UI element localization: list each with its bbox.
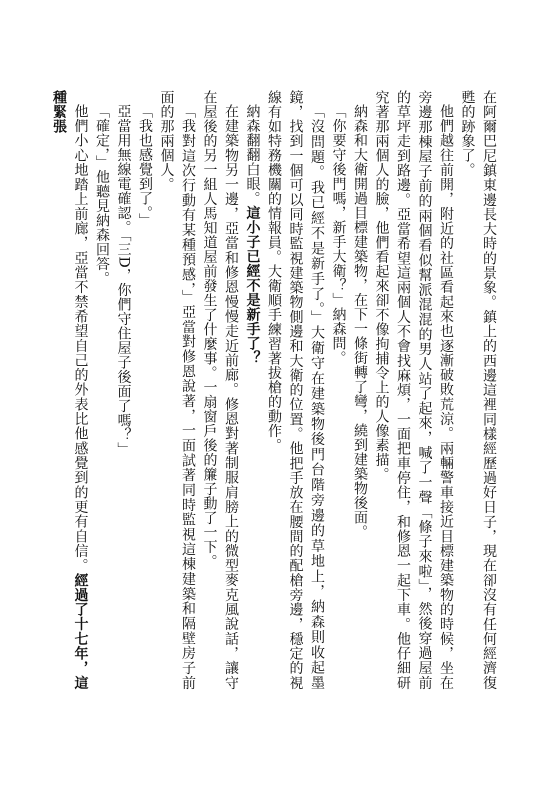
paragraph-1: 在阿爾巴尼鎮東邊長大時的景象。鎮上的西邊這裡同樣經歷過好日子，現在卻沒有任何經濟復甦的跡象了。: [459, 90, 497, 690]
paragraph-12: [48, 90, 91, 690]
paragraph-10: 亞當用無線電確認。「三D，你們守住屋子後面了嗎？」: [115, 104, 132, 457]
paragraph-3: 納森和大衛開過目標建築物，在下一條街轉了彎，繞到建築物後面。: [352, 104, 368, 539]
paragraph-9: 「我也感覺到了。」: [137, 104, 153, 228]
paragraph-4: 「你要守後門嗎，新手大衛？」納森問。: [330, 104, 347, 365]
paragraph-6-emphasis: 這小子已經不是新手了？: [244, 205, 261, 365]
paragraph-2: 他們越往前開，附近的社區看起來也逐漸破敗荒涼。兩輛警車接近目標建築物的時候，坐在旁邊那棟屋子前的兩個看似幫派混混的男人站了起來，喊了一聲「條子來啦」，然後穿過屋前的草坪走到路邊。亞當希望這兩個人不會找麻煩，一面把車停住，和修恩一起下車。他仔細研究著那兩個人的臉，他們看起來卻不像拘捕令上的人像素描。: [373, 90, 454, 690]
paragraph-5: 「沒問題。我已經不是新手了。」大衛守在建築物後門台階旁邊的草地上，納森則收起墨鏡，找到一個可以同時監視建築物側邊和大衛的位置。他把手放在腰間的配槍旁邊，穩定的視線有如特務機關的情報員。大衛順手練習著拔槍的動作。: [266, 90, 325, 690]
body-text: [51, 90, 499, 691]
paragraph-6: [241, 90, 263, 690]
paragraph-11: 「確定，」他聽見納森回答。: [94, 104, 110, 286]
paragraph-12-emphasis: 經過了十七年，這種緊張: [51, 90, 89, 691]
paragraph-7: 在建築物另一邊，亞當和修恩慢慢走近前廊。修恩對著制服肩膀上的微型麥克風說話，讓守在屋後的另一組人馬知道屋前發生了什麼事。一扇窗戶後的簾子動了一下。: [201, 90, 239, 690]
paragraph-6-text: 納森翻翻白眼。: [244, 104, 261, 206]
paragraph-12-text: 他們小心地踏上前廊，亞當不禁希望自己的外表比他感覺到的更有自信。: [72, 104, 89, 573]
paragraph-8: 「我對這次行動有某種預感，」亞當對修恩說著，一面試著同時監視這棟建築和隔壁房子前面的那兩個人。: [158, 90, 196, 690]
